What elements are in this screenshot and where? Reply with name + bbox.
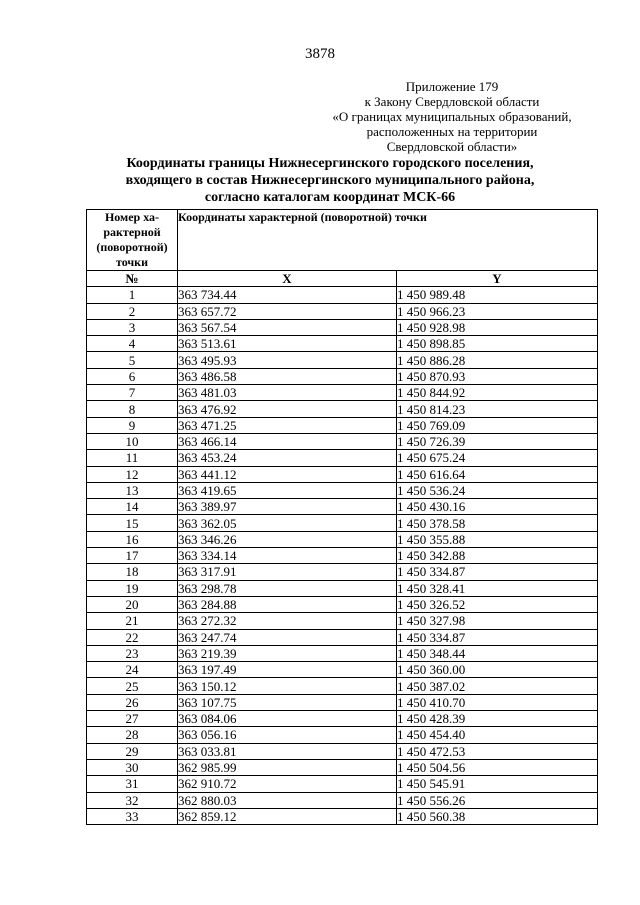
point-number-cell: 3 [87,319,178,335]
point-number-cell: 10 [87,433,178,449]
table-row [87,466,598,482]
point-number-cell: 11 [87,450,178,466]
x-coordinate-cell: 363 362.05 [178,515,397,531]
table-row [87,531,598,547]
y-coordinate-cell: 1 450 326.52 [397,596,598,612]
page-number: 3878 [305,46,335,62]
y-coordinate-cell: 1 450 928.98 [397,319,598,335]
y-coordinate-cell: 1 450 898.85 [397,336,598,352]
table-row [87,662,598,678]
y-coordinate-cell: 1 450 886.28 [397,352,598,368]
x-coordinate-cell: 363 513.61 [178,336,397,352]
table-row [87,743,598,759]
table-row [87,580,598,596]
subheader-x: X [178,271,397,287]
y-coordinate-cell: 1 450 328.41 [397,580,598,596]
table-row [87,385,598,401]
y-coordinate-cell: 1 450 504.56 [397,759,598,775]
table-row [87,759,598,775]
x-coordinate-cell: 363 495.93 [178,352,397,368]
x-coordinate-cell: 363 466.14 [178,433,397,449]
table-row [87,792,598,808]
appendix-line: Свердловской области» [386,139,518,154]
x-coordinate-cell: 362 859.12 [178,808,397,824]
subheader-number: № [87,271,178,287]
x-coordinate-cell: 363 272.32 [178,613,397,629]
y-coordinate-cell: 1 450 556.26 [397,792,598,808]
x-coordinate-cell: 363 107.75 [178,694,397,710]
point-number-cell: 27 [87,711,178,727]
x-coordinate-cell: 363 150.12 [178,678,397,694]
y-coordinate-cell: 1 450 334.87 [397,564,598,580]
point-number-cell: 19 [87,580,178,596]
header-num-line: (поворотной) [96,240,168,254]
y-coordinate-cell: 1 450 348.44 [397,645,598,661]
point-number-cell: 5 [87,352,178,368]
point-number-cell: 15 [87,515,178,531]
y-coordinate-cell: 1 450 410.70 [397,694,598,710]
table-row [87,352,598,368]
point-number-cell: 23 [87,645,178,661]
appendix-block [330,79,574,154]
x-coordinate-cell: 363 084.06 [178,711,397,727]
x-coordinate-cell: 363 298.78 [178,580,397,596]
header-point-number [87,210,178,271]
y-coordinate-cell: 1 450 472.53 [397,743,598,759]
y-coordinate-cell: 1 450 430.16 [397,499,598,515]
y-coordinate-cell: 1 450 454.40 [397,727,598,743]
y-coordinate-cell: 1 450 378.58 [397,515,598,531]
header-num-line: точки [115,255,149,269]
header-num-line: рактерной [103,225,161,239]
table-row [87,678,598,694]
table-row [87,613,598,629]
coordinates-table [86,209,598,825]
y-coordinate-cell: 1 450 536.24 [397,482,598,498]
point-number-cell: 31 [87,776,178,792]
point-number-cell: 13 [87,482,178,498]
point-number-cell: 22 [87,629,178,645]
table-row [87,417,598,433]
y-coordinate-cell: 1 450 327.98 [397,613,598,629]
x-coordinate-cell: 363 247.74 [178,629,397,645]
y-coordinate-cell: 1 450 989.48 [397,287,598,303]
x-coordinate-cell: 362 985.99 [178,759,397,775]
point-number-cell: 18 [87,564,178,580]
x-coordinate-cell: 363 486.58 [178,368,397,384]
y-coordinate-cell: 1 450 545.91 [397,776,598,792]
y-coordinate-cell: 1 450 726.39 [397,433,598,449]
subheader-y: Y [397,271,598,287]
point-number-cell: 2 [87,303,178,319]
point-number-cell: 25 [87,678,178,694]
table-row [87,303,598,319]
table-row [87,336,598,352]
point-number-cell: 12 [87,466,178,482]
y-coordinate-cell: 1 450 814.23 [397,401,598,417]
table-row [87,808,598,824]
point-number-cell: 4 [87,336,178,352]
table-row [87,596,598,612]
table-row [87,727,598,743]
y-coordinate-cell: 1 450 560.38 [397,808,598,824]
header-num-line: Номер ха- [104,210,160,224]
point-number-cell: 21 [87,613,178,629]
x-coordinate-cell: 363 453.24 [178,450,397,466]
point-number-cell: 20 [87,596,178,612]
table-row [87,694,598,710]
point-number-cell: 29 [87,743,178,759]
table-row [87,548,598,564]
table-row [87,711,598,727]
point-number-cell: 17 [87,548,178,564]
x-coordinate-cell: 362 880.03 [178,792,397,808]
x-coordinate-cell: 363 219.39 [178,645,397,661]
table-row [87,287,598,303]
table-row [87,499,598,515]
x-coordinate-cell: 363 317.91 [178,564,397,580]
x-coordinate-cell: 363 056.16 [178,727,397,743]
x-coordinate-cell: 363 419.65 [178,482,397,498]
table-row [87,401,598,417]
table-row [87,776,598,792]
x-coordinate-cell: 363 657.72 [178,303,397,319]
x-coordinate-cell: 363 284.88 [178,596,397,612]
table-row [87,368,598,384]
x-coordinate-cell: 363 734.44 [178,287,397,303]
point-number-cell: 28 [87,727,178,743]
x-coordinate-cell: 363 346.26 [178,531,397,547]
point-number-cell: 16 [87,531,178,547]
title-line: Координаты границы Нижнесергинского городского поселения, [126,156,534,171]
table-row [87,482,598,498]
y-coordinate-cell: 1 450 870.93 [397,368,598,384]
y-coordinate-cell: 1 450 334.87 [397,629,598,645]
point-number-cell: 26 [87,694,178,710]
x-coordinate-cell: 363 441.12 [178,466,397,482]
point-number-cell: 30 [87,759,178,775]
y-coordinate-cell: 1 450 769.09 [397,417,598,433]
x-coordinate-cell: 363 389.97 [178,499,397,515]
y-coordinate-cell: 1 450 428.39 [397,711,598,727]
y-coordinate-cell: 1 450 342.88 [397,548,598,564]
point-number-cell: 14 [87,499,178,515]
y-coordinate-cell: 1 450 966.23 [397,303,598,319]
appendix-line: к Закону Свердловской области [364,94,540,109]
y-coordinate-cell: 1 450 844.92 [397,385,598,401]
x-coordinate-cell: 363 481.03 [178,385,397,401]
point-number-cell: 6 [87,368,178,384]
appendix-line: Приложение 179 [405,79,499,94]
point-number-cell: 8 [87,401,178,417]
table-row [87,515,598,531]
table-row [87,450,598,466]
point-number-cell: 1 [87,287,178,303]
y-coordinate-cell: 1 450 355.88 [397,531,598,547]
x-coordinate-cell: 363 334.14 [178,548,397,564]
table-body [87,287,598,825]
y-coordinate-cell: 1 450 387.02 [397,678,598,694]
appendix-line: «О границах муниципальных образований, [332,109,572,124]
document-title [90,155,570,206]
x-coordinate-cell: 363 471.25 [178,417,397,433]
y-coordinate-cell: 1 450 360.00 [397,662,598,678]
x-coordinate-cell: 363 476.92 [178,401,397,417]
table-row [87,319,598,335]
table-row [87,645,598,661]
table-row [87,564,598,580]
point-number-cell: 32 [87,792,178,808]
x-coordinate-cell: 363 567.54 [178,319,397,335]
point-number-cell: 7 [87,385,178,401]
appendix-line: расположенных на территории [366,124,538,139]
y-coordinate-cell: 1 450 616.64 [397,466,598,482]
y-coordinate-cell: 1 450 675.24 [397,450,598,466]
title-line: входящего в состав Нижнесергинского муниципального района, [125,173,535,188]
x-coordinate-cell: 362 910.72 [178,776,397,792]
point-number-cell: 9 [87,417,178,433]
point-number-cell: 33 [87,808,178,824]
table-row [87,629,598,645]
table-row [87,433,598,449]
x-coordinate-cell: 363 033.81 [178,743,397,759]
header-coordinates: Координаты характерной (поворотной) точки [178,210,598,271]
title-line: согласно каталогам координат МСК-66 [204,190,456,205]
x-coordinate-cell: 363 197.49 [178,662,397,678]
point-number-cell: 24 [87,662,178,678]
